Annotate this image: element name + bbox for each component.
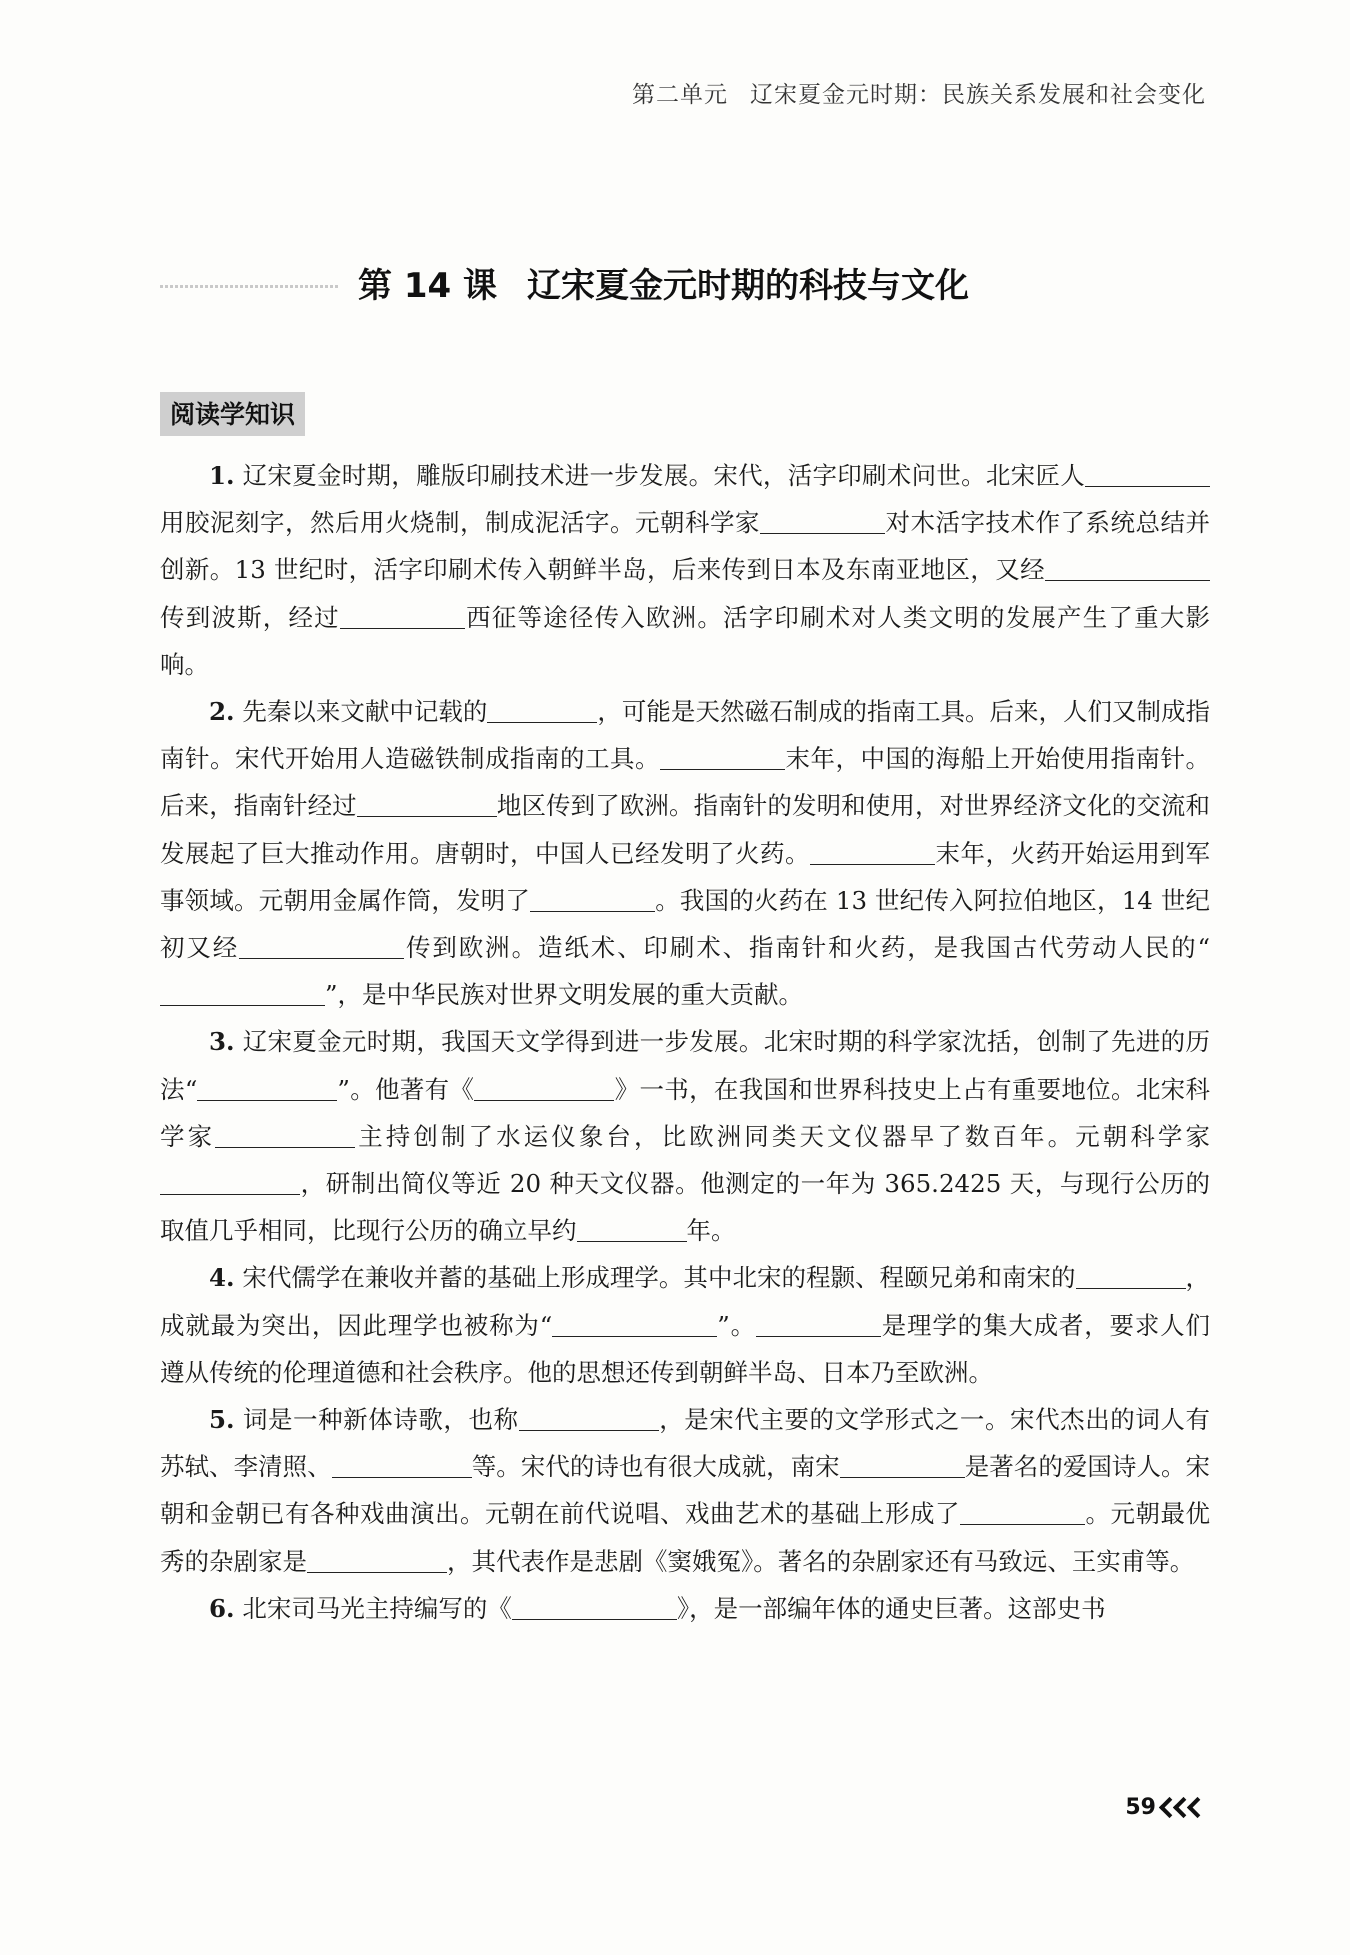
exercise-item-5: 5. 词是一种新体诗歌，也称 ，是宋代主要的文学形式之一。宋代杰出的词人有苏轼、李清照、 等。宋代的诗也有很大成就，南宋 是著名的爱国诗人。宋朝和金朝已有各种戏曲演出。元朝在前代说唱、戏曲艺术的基础上形成了 。元朝最优秀的杂剧家是 ，其代表作是悲剧《窦娥冤》。著名的杂剧家还有马致远、王实甫等。 (160, 1405, 1211, 1576)
exercise-item-2: 2. 先秦以来文献中记载的 ，可能是天然磁石制成的指南工具。后来，人们又制成指南针。宋代开始用人造磁铁制成指南的工具。 末年，中国的海船上开始使用指南针。后来，指南针经过 地区传到了欧洲。指南针的发明和使用，对世界经济文化的交流和发展起了巨大推动作用。唐朝时，中国人已经发明了火药。 末年，火药开始运用到军事领域。元朝用金属作筒，发明了 。我国的火药在 13 世纪传入阿拉伯地区，14 世纪初又经 传到欧洲。造纸术、印刷术、指南针和火药，是我国古代劳动人民的“”，是中华民族对世界文明发展的重大贡献。 (160, 697, 1211, 1010)
item-number: 4. (209, 1263, 235, 1293)
item-number: 1. (209, 461, 235, 490)
answer-blank[interactable] (1085, 460, 1210, 487)
item-number: 3. (209, 1027, 235, 1057)
answer-blank[interactable] (840, 1451, 965, 1478)
unit-label: 第二单元 (632, 82, 728, 108)
answer-blank[interactable] (160, 979, 325, 1006)
answer-blank[interactable] (810, 838, 935, 865)
lesson-name: 辽宋夏金元时期的科技与文化 (527, 266, 969, 306)
answer-blank[interactable] (660, 743, 785, 770)
lesson-title-row (160, 258, 1210, 308)
exercise-item-3: 3. 辽宋夏金元时期，我国天文学得到进一步发展。北宋时期的科学家沈括，创制了先进的历法“ ”。他著有《 》一书，在我国和世界科技史上占有重要地位。北宋科学家 主持创制了水运仪象台，比欧洲同类天文仪器早了数百年。元朝科学家，研制出简仪等近 20 种天文仪器。他测定的一年为 365.2425 天，与现行公历的取值几乎相同，比现行公历的确立早约 年。 (160, 1027, 1211, 1246)
answer-blank[interactable] (530, 885, 655, 912)
section-tag: 阅读学知识 (160, 392, 305, 436)
answer-blank[interactable] (340, 602, 465, 629)
unit-title: 辽宋夏金元时期：民族关系发展和社会变化 (750, 82, 1206, 108)
answer-blank[interactable] (332, 1451, 472, 1478)
answer-blank[interactable] (307, 1546, 447, 1573)
running-header (632, 76, 1206, 109)
answer-blank[interactable] (474, 1074, 614, 1101)
exercise-body (160, 452, 1210, 1632)
page-number: 59 (1125, 1795, 1156, 1820)
answer-blank[interactable] (239, 932, 404, 959)
answer-blank[interactable] (1076, 1263, 1186, 1290)
answer-blank[interactable] (160, 1168, 300, 1195)
answer-blank[interactable] (512, 1593, 677, 1620)
exercise-item-1: 1. 辽宋夏金时期，雕版印刷技术进一步发展。宋代，活字印刷术问世。北宋匠人用胶泥刻字，然后用火烧制，制成泥活字。元朝科学家 对木活字技术作了系统总结并创新。13 世纪时，活字印刷术传入朝鲜半岛，后来传到日本及东南亚地区，又经传到波斯，经过 西征等途径传入欧洲。活字印刷术对人类文明的发展产生了重大影响。 (160, 461, 1211, 679)
title-rule-left (160, 285, 340, 288)
answer-blank[interactable] (215, 1121, 355, 1148)
answer-blank[interactable] (357, 791, 497, 818)
answer-blank[interactable] (197, 1074, 337, 1101)
answer-blank[interactable] (760, 507, 885, 534)
lesson-title (358, 258, 969, 307)
answer-blank[interactable] (1045, 555, 1210, 582)
lesson-number: 第 14 课 (358, 266, 497, 306)
triple-chevron-left-icon (1162, 1800, 1204, 1815)
item-number: 2. (209, 697, 235, 727)
answer-blank[interactable] (960, 1499, 1085, 1526)
answer-blank[interactable] (552, 1310, 717, 1337)
exercise-item-6: 6. 北宋司马光主持编写的《 》，是一部编年体的通史巨著。这部史书 (209, 1593, 1106, 1623)
answer-blank[interactable] (756, 1310, 881, 1337)
exercise-item-4: 4. 宋代儒学在兼收并蓄的基础上形成理学。其中北宋的程颢、程颐兄弟和南宋的 ，成就最为突出，因此理学也被称为“ ”。 是理学的集大成者，要求人们遵从传统的伦理道德和社会秩序。他的思想还传到朝鲜半岛、日本乃至欧洲。 (160, 1263, 1211, 1387)
answer-blank[interactable] (487, 696, 597, 723)
item-number: 5. (209, 1405, 235, 1435)
page-footer (1125, 1795, 1204, 1820)
answer-blank[interactable] (577, 1215, 687, 1242)
item-number: 6. (209, 1593, 235, 1623)
answer-blank[interactable] (519, 1404, 659, 1431)
